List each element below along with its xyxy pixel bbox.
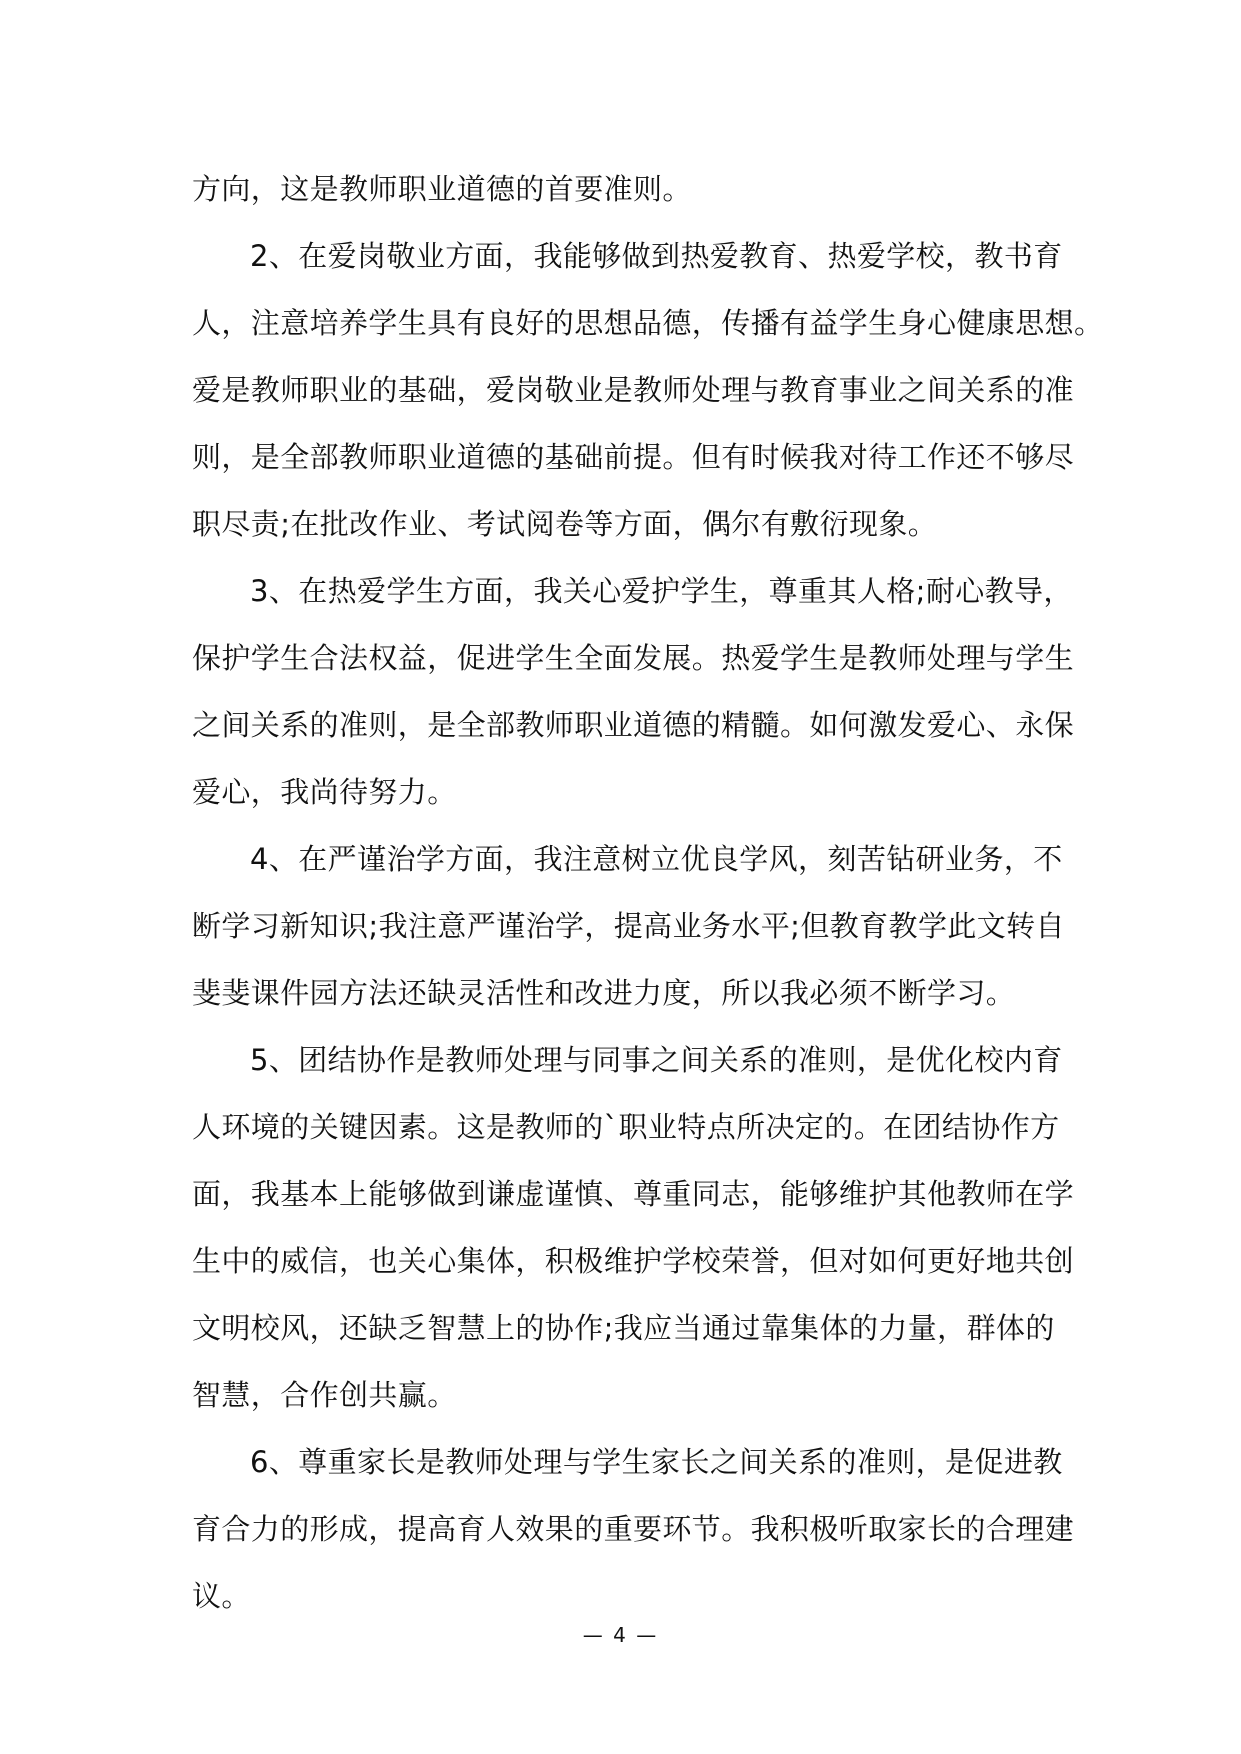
paragraph-4-scholarship: [192, 826, 1065, 1027]
paragraph-2-dedication: [192, 223, 1104, 558]
text-line: 智慧，合作创共赢。: [192, 1378, 457, 1412]
text-line: 爱是教师职业的基础，爱岗敬业是教师处理与教育事业之间关系的准: [192, 373, 1075, 407]
document-body: [192, 156, 1104, 1630]
text-line: 断学习新知识;我注意严谨治学，提高业务水平;但教育教学此文转自: [192, 909, 1065, 943]
text-line: 3、在热爱学生方面，我关心爱护学生，尊重其人格;耐心教导，: [250, 574, 1073, 608]
paragraph-6-respect-parents: [192, 1429, 1075, 1630]
text-line: 面，我基本上能够做到谦虚谨慎、尊重同志，能够维护其他教师在学: [192, 1177, 1075, 1211]
text-line: 文明校风，还缺乏智慧上的协作;我应当通过靠集体的力量，群体的: [192, 1311, 1055, 1345]
text-line: 育合力的形成，提高育人效果的重要环节。我积极听取家长的合理建: [192, 1512, 1075, 1546]
text-line: 人环境的关键因素。这是教师的`职业特点所决定的。在团结协作方: [192, 1110, 1060, 1144]
text-line: 议。: [192, 1579, 251, 1613]
text-line: 人，注意培养学生具有良好的思想品德，传播有益学生身心健康思想。: [192, 306, 1104, 340]
text-line: 斐斐课件园方法还缺灵活性和改进力度，所以我必须不断学习。: [192, 976, 1016, 1010]
text-line: 之间关系的准则，是全部教师职业道德的精髓。如何激发爱心、永保: [192, 708, 1075, 742]
paragraph-5-cooperation: [192, 1027, 1075, 1429]
text-line: 6、尊重家长是教师处理与学生家长之间关系的准则，是促进教: [250, 1445, 1063, 1479]
page-number: — 4 —: [582, 1623, 659, 1647]
text-line: 5、团结协作是教师处理与同事之间关系的准则，是优化校内育: [250, 1043, 1063, 1077]
text-line: 爱心，我尚待努力。: [192, 775, 457, 809]
paragraph-continued: [192, 156, 1052, 223]
text-line: 则，是全部教师职业道德的基础前提。但有时候我对待工作还不够尽: [192, 440, 1075, 474]
text-line: 2、在爱岗敬业方面，我能够做到热爱教育、热爱学校，教书育: [250, 239, 1063, 273]
text-line: 生中的威信，也关心集体，积极维护学校荣誉，但对如何更好地共创: [192, 1244, 1075, 1278]
text-line: 保护学生合法权益，促进学生全面发展。热爱学生是教师处理与学生: [192, 641, 1075, 675]
text-line: 方向，这是教师职业道德的首要准则。: [192, 172, 692, 206]
text-line: 职尽责;在批改作业、考试阅卷等方面，偶尔有敷衍现象。: [192, 507, 938, 541]
text-line: 4、在严谨治学方面，我注意树立优良学风，刻苦钻研业务，不: [250, 842, 1063, 876]
paragraph-3-love-students: [192, 558, 1075, 826]
